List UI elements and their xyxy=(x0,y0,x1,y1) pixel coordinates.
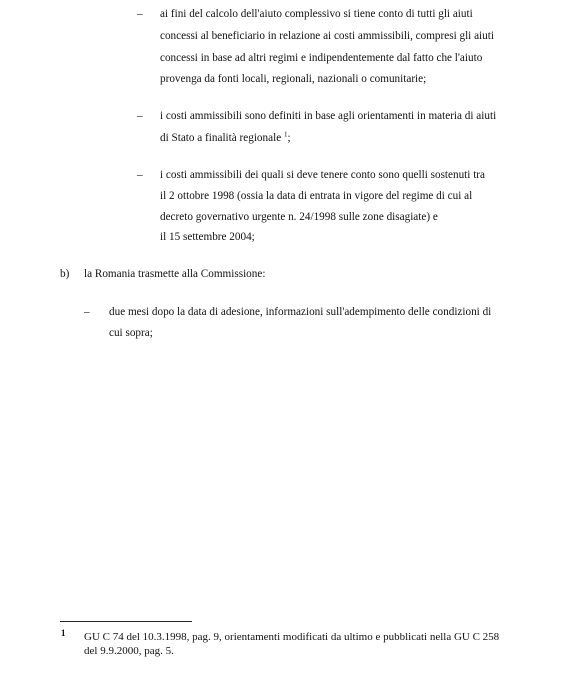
item-3-line-2: il 2 ottobre 1998 (ossia la data di entrata in vigore del regime di cui al xyxy=(160,190,473,202)
item-2-line-2 xyxy=(160,131,291,145)
bullet-dash: – xyxy=(137,169,143,181)
item-2-suffix: ; xyxy=(287,132,291,144)
item-2-line-1: i costi ammissibili sono definiti in base agli orientamenti in materia di aiuti xyxy=(160,110,497,122)
bullet-dash: – xyxy=(137,8,143,20)
item-2-line-2-text: di Stato a finalità regionale xyxy=(160,132,282,144)
section-b-item-line-1: due mesi dopo la data di adesione, informazioni sull'adempimento delle condizioni di xyxy=(109,306,492,318)
item-1-line-4: provenga da fonti locali, regionali, nazionali o comunitarie; xyxy=(160,73,427,85)
item-3-line-3: decreto governativo urgente n. 24/1998 sulle zone disagiate) e xyxy=(160,211,438,223)
section-b-item-line-2: cui sopra; xyxy=(109,327,153,339)
item-1-line-1: ai fini del calcolo dell'aiuto complessivo si tiene conto di tutti gli aiuti xyxy=(160,8,473,20)
item-3-line-4: il 15 settembre 2004; xyxy=(160,231,255,243)
item-1-line-2: concessi al beneficiario in relazione ai costi ammissibili, compresi gli aiuti xyxy=(160,30,494,42)
footnote-line-1: GU C 74 del 10.3.1998, pag. 9, orientamenti modificati da ultimo e pubblicati nella GU C 258 xyxy=(84,631,500,643)
item-1-line-3: concessi in base ad altri regimi e indipendentemente dal fatto che l'aiuto xyxy=(160,52,483,64)
footnote-separator xyxy=(60,621,192,622)
footnote-reference: 1 xyxy=(283,130,288,139)
footnote-number: 1 xyxy=(61,628,66,638)
section-b-label: b) xyxy=(60,268,70,280)
bullet-dash: – xyxy=(137,110,143,122)
bullet-dash: – xyxy=(84,306,90,318)
footnote-line-2: del 9.9.2000, pag. 5. xyxy=(84,645,174,657)
section-b-text: la Romania trasmette alla Commissione: xyxy=(84,268,266,280)
item-3-line-1: i costi ammissibili dei quali si deve tenere conto sono quelli sostenuti tra xyxy=(160,169,486,181)
